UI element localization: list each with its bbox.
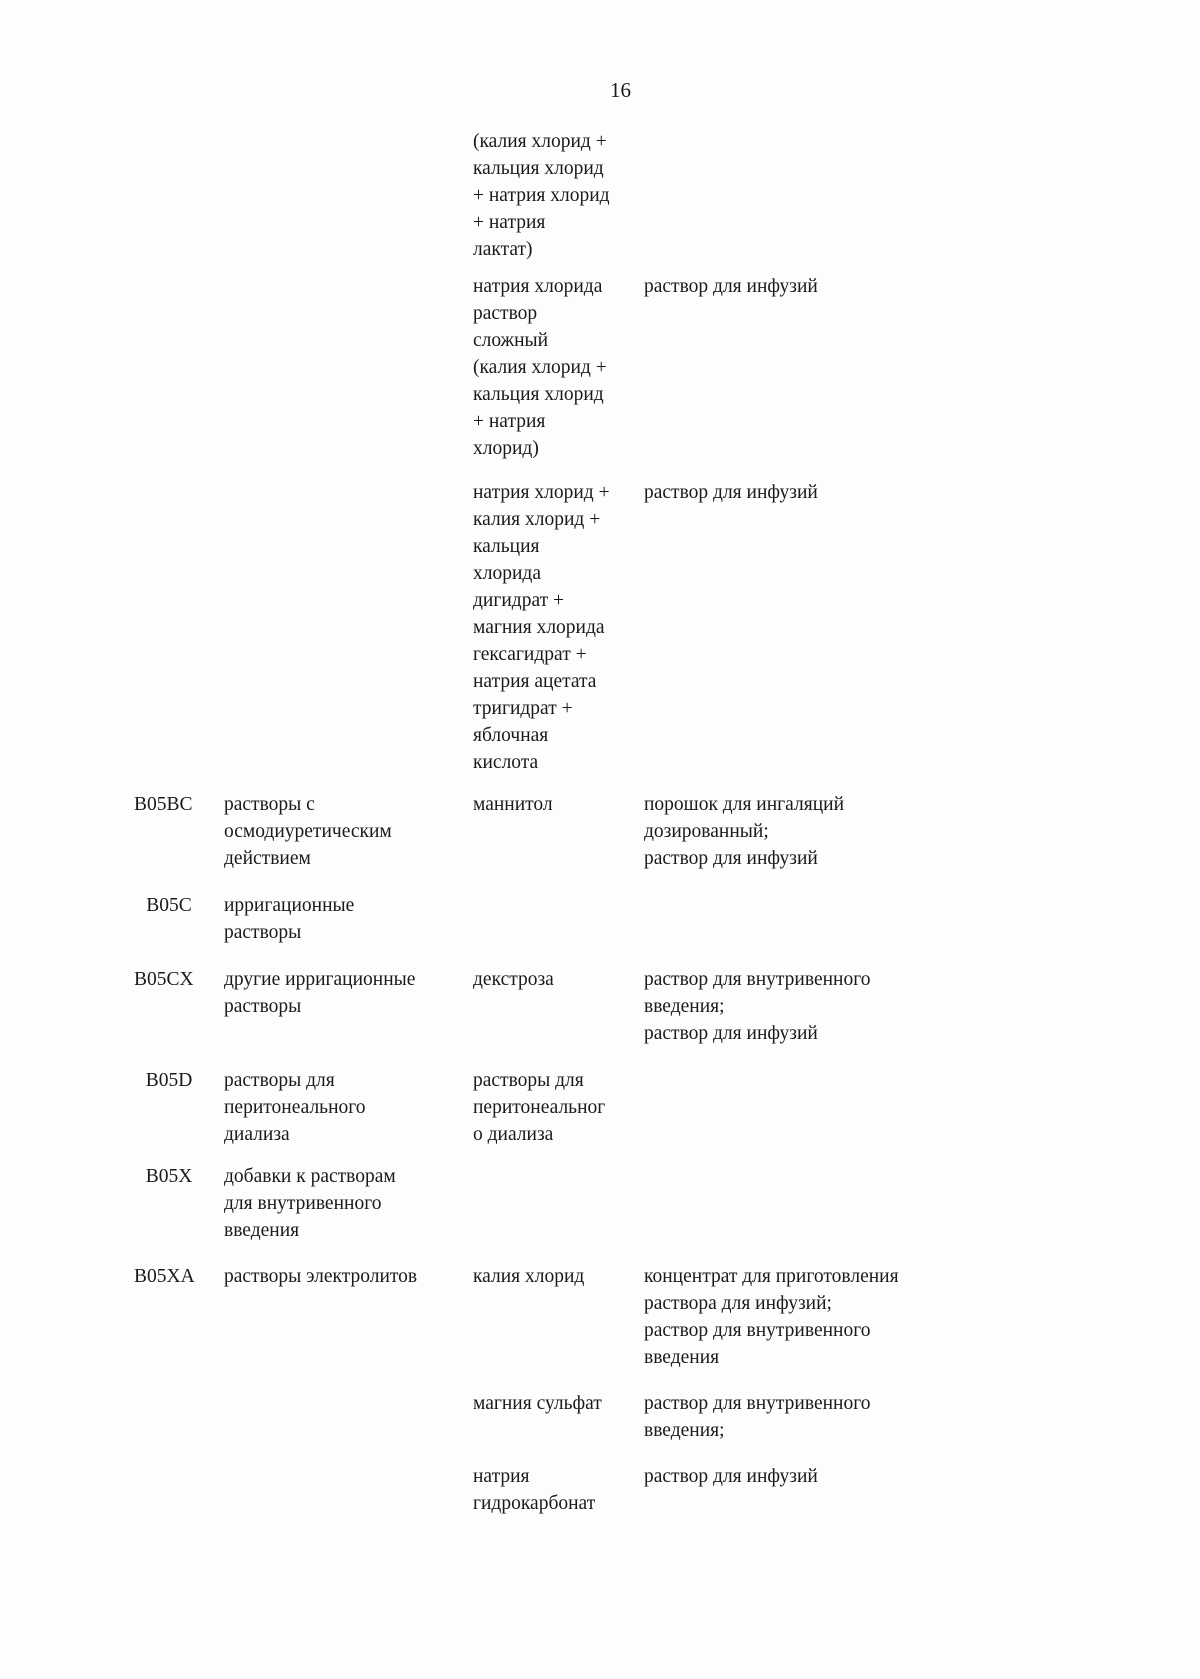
- pharmacological-group: добавки к растворам для внутривенного введения: [224, 1166, 396, 1241]
- drug-name: магния сульфат: [473, 1393, 602, 1414]
- dosage-form: раствор для инфузий: [644, 1466, 818, 1487]
- dosage-form: раствор для внутривенного введения; раствор для инфузий: [644, 969, 871, 1044]
- drug-name: растворы для перитонеальног о диализа: [473, 1070, 606, 1145]
- dosage-form: раствор для инфузий: [644, 482, 818, 503]
- drug-name: натрия хлорида раствор сложный (калия хлорид + кальция хлорид + натрия хлорид): [473, 276, 607, 459]
- atc-code: B05CX: [134, 969, 194, 990]
- dosage-form: порошок для ингаляций дозированный; раствор для инфузий: [644, 794, 844, 869]
- pharmacological-group: растворы для перитонеального диализа: [224, 1070, 366, 1145]
- table-row: [0, 966, 1200, 1067]
- table-row: [0, 1067, 1200, 1163]
- drug-name: натрия гидрокарбонат: [473, 1466, 596, 1514]
- drug-name: маннитол: [473, 794, 553, 815]
- drug-name: (калия хлорид + кальция хлорид + натрия хлорид + натрия лактат): [473, 131, 610, 260]
- table-row: [0, 273, 1200, 479]
- table-row: [0, 128, 1200, 273]
- page-number: 16: [610, 78, 631, 102]
- drug-name: калия хлорид: [473, 1266, 585, 1287]
- table-row: [0, 479, 1200, 791]
- atc-code: B05X: [145, 1166, 193, 1187]
- table-row: [0, 892, 1200, 966]
- table-row: [0, 1163, 1200, 1263]
- dosage-form: раствор для инфузий: [644, 276, 818, 297]
- dosage-form: раствор для внутривенного введения;: [644, 1393, 871, 1441]
- pharmacological-group: растворы электролитов: [224, 1266, 418, 1287]
- drug-table: [0, 128, 1200, 1523]
- table-row: [0, 1463, 1200, 1523]
- drug-name: декстроза: [473, 969, 554, 990]
- atc-code: B05XA: [134, 1266, 195, 1287]
- dosage-form: концентрат для приготовления раствора для инфузий; раствор для внутривенного введения: [644, 1266, 899, 1368]
- table-row: [0, 1263, 1200, 1390]
- pharmacological-group: ирригационные растворы: [224, 895, 355, 943]
- table-row: [0, 1390, 1200, 1463]
- atc-code: B05C: [146, 895, 192, 916]
- pharmacological-group: растворы с осмодиуретическим действием: [224, 794, 392, 869]
- pharmacological-group: другие ирригационные растворы: [224, 969, 416, 1017]
- table-row: [0, 791, 1200, 892]
- atc-code: B05D: [145, 1070, 193, 1091]
- drug-name: натрия хлорид + калия хлорид + кальция хлорида дигидрат + магния хлорида гексагидрат + натрия ацетата тригидрат + яблочная кислота: [473, 482, 610, 773]
- atc-code: B05BC: [134, 794, 193, 815]
